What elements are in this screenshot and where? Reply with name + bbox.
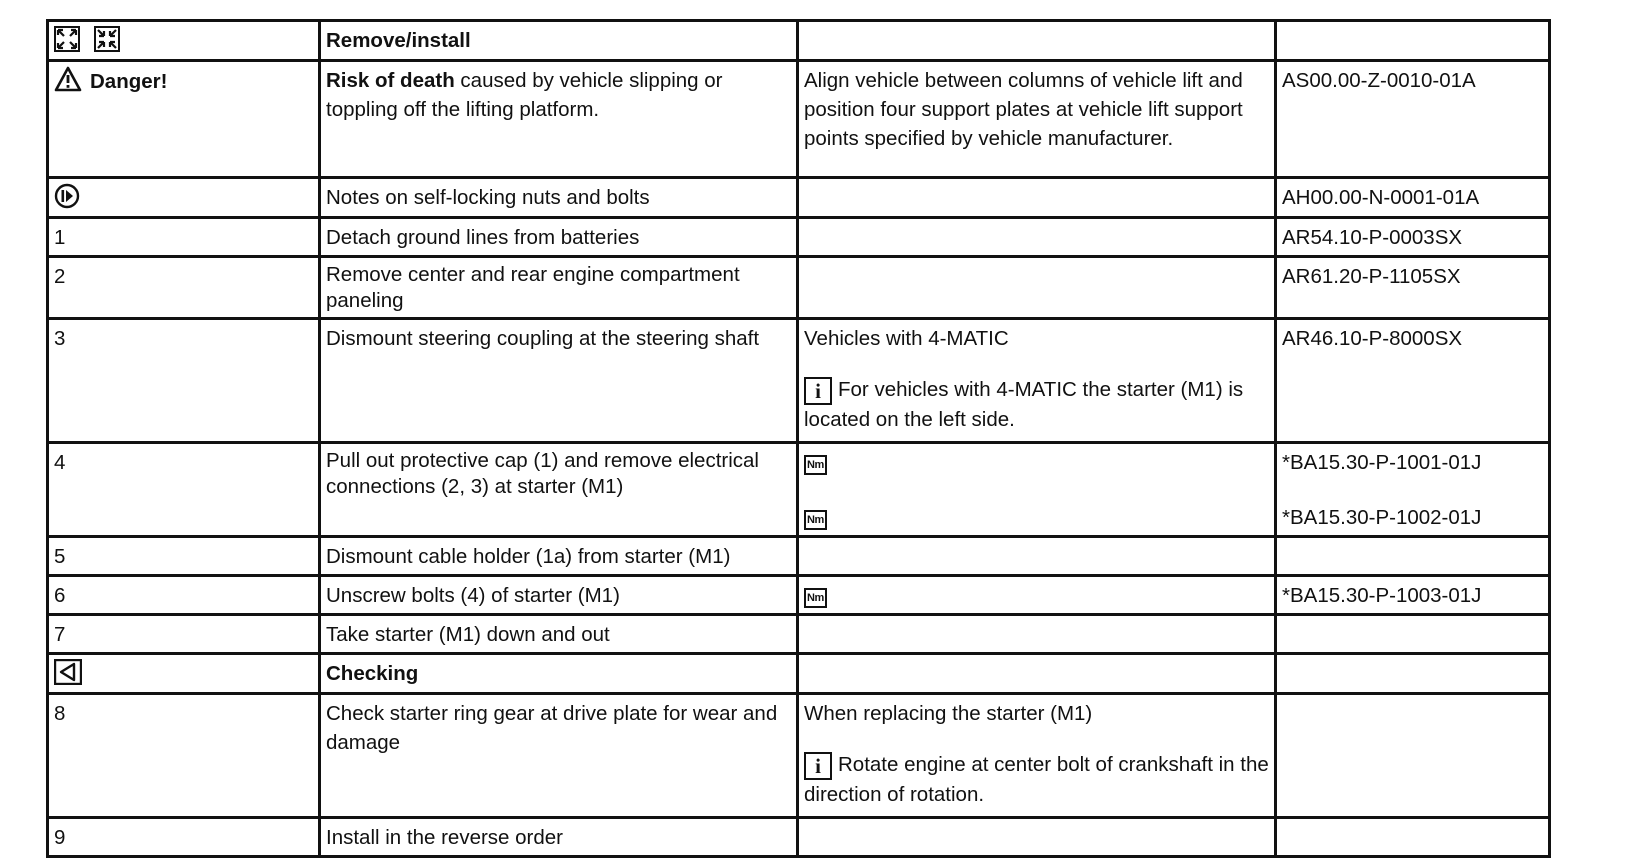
table-row [48,576,1550,615]
step-number: 7 [48,615,320,654]
step-ref: *BA15.30-P-1002-01J [1282,506,1482,529]
table-row [48,257,1550,319]
table-row [48,654,1550,694]
empty-cell [798,537,1276,576]
step-number: 9 [48,818,320,857]
torque-cell [798,443,1276,537]
step-number: 8 [48,694,320,818]
table-row [48,615,1550,654]
empty-cell [1276,818,1550,857]
warning-triangle-icon [54,66,82,92]
notes-icon-cell [48,178,320,218]
step-text: Pull out protective cap (1) and remove electrical connections (2, 3) at starter (M1) [320,443,798,537]
step-number: 3 [48,319,320,443]
empty-cell [1276,537,1550,576]
danger-label: Danger! [90,70,168,93]
step-note-cell [798,694,1276,818]
step-ref: AR46.10-P-8000SX [1276,319,1550,443]
step-text: Remove center and rear engine compartment paneling [320,257,798,319]
danger-ref: AS00.00-Z-0010-01A [1276,61,1550,178]
danger-cell [48,61,320,178]
checking-icon-cell [48,654,320,694]
empty-cell [798,178,1276,218]
info-icon: i [804,752,832,780]
step-ref: AR54.10-P-0003SX [1276,218,1550,257]
procedure-table [46,19,1551,858]
info-text: For vehicles with 4-MATIC the starter (M1) is located on the left side. [804,378,1244,431]
danger-risk-cell [320,61,798,178]
empty-cell [798,21,1276,61]
notes-icon [54,183,80,209]
step-number: 5 [48,537,320,576]
step-number: 1 [48,218,320,257]
empty-cell [1276,654,1550,694]
danger-instruction: Align vehicle between columns of vehicle lift and position four support plates at vehicle lift support points specified by vehicle manufacturer. [798,61,1276,178]
info-icon: i [804,377,832,405]
empty-cell [798,654,1276,694]
step-ref: *BA15.30-P-1003-01J [1276,576,1550,615]
step-text: Check starter ring gear at drive plate for wear and damage [320,694,798,818]
info-text: Rotate engine at center bolt of crankshaft in the direction of rotation. [804,753,1269,806]
header-title: Remove/install [320,21,798,61]
table-row [48,61,1550,178]
empty-cell [1276,615,1550,654]
torque-cell [798,576,1276,615]
empty-cell [798,218,1276,257]
empty-cell [798,257,1276,319]
condition-text: Vehicles with 4-MATIC [804,327,1009,350]
table-row [48,537,1550,576]
step-number: 4 [48,443,320,537]
step-text: Detach ground lines from batteries [320,218,798,257]
empty-cell [1276,21,1550,61]
torque-icon: Nm [804,510,827,530]
checking-icon [54,659,82,685]
torque-ref-cell [1276,443,1550,537]
torque-icon: Nm [804,455,827,475]
torque-icon: Nm [804,588,827,608]
step-text: Take starter (M1) down and out [320,615,798,654]
notes-text: Notes on self-locking nuts and bolts [320,178,798,218]
condition-text: When replacing the starter (M1) [804,702,1093,725]
table-row [48,218,1550,257]
risk-text: caused by vehicle slipping or toppling off the lifting platform. [326,69,723,121]
step-note-cell [798,319,1276,443]
install-icon [94,26,120,52]
empty-cell [798,615,1276,654]
empty-cell [798,818,1276,857]
step-ref: *BA15.30-P-1001-01J [1282,451,1482,474]
step-text: Dismount cable holder (1a) from starter (M1) [320,537,798,576]
checking-title: Checking [320,654,798,694]
table-row [48,178,1550,218]
step-text: Install in the reverse order [320,818,798,857]
step-text: Unscrew bolts (4) of starter (M1) [320,576,798,615]
header-icons-cell [48,21,320,61]
risk-heading: Risk of death [326,69,455,92]
table-row [48,443,1550,537]
table-row [48,319,1550,443]
notes-ref: AH00.00-N-0001-01A [1276,178,1550,218]
table-row [48,694,1550,818]
step-number: 2 [48,257,320,319]
step-text: Dismount steering coupling at the steering shaft [320,319,798,443]
table-row [48,21,1550,61]
table-row [48,818,1550,857]
procedure-sheet [46,19,1548,858]
step-ref: AR61.20-P-1105SX [1276,257,1550,319]
empty-cell [1276,694,1550,818]
remove-icon [54,26,80,52]
step-number: 6 [48,576,320,615]
